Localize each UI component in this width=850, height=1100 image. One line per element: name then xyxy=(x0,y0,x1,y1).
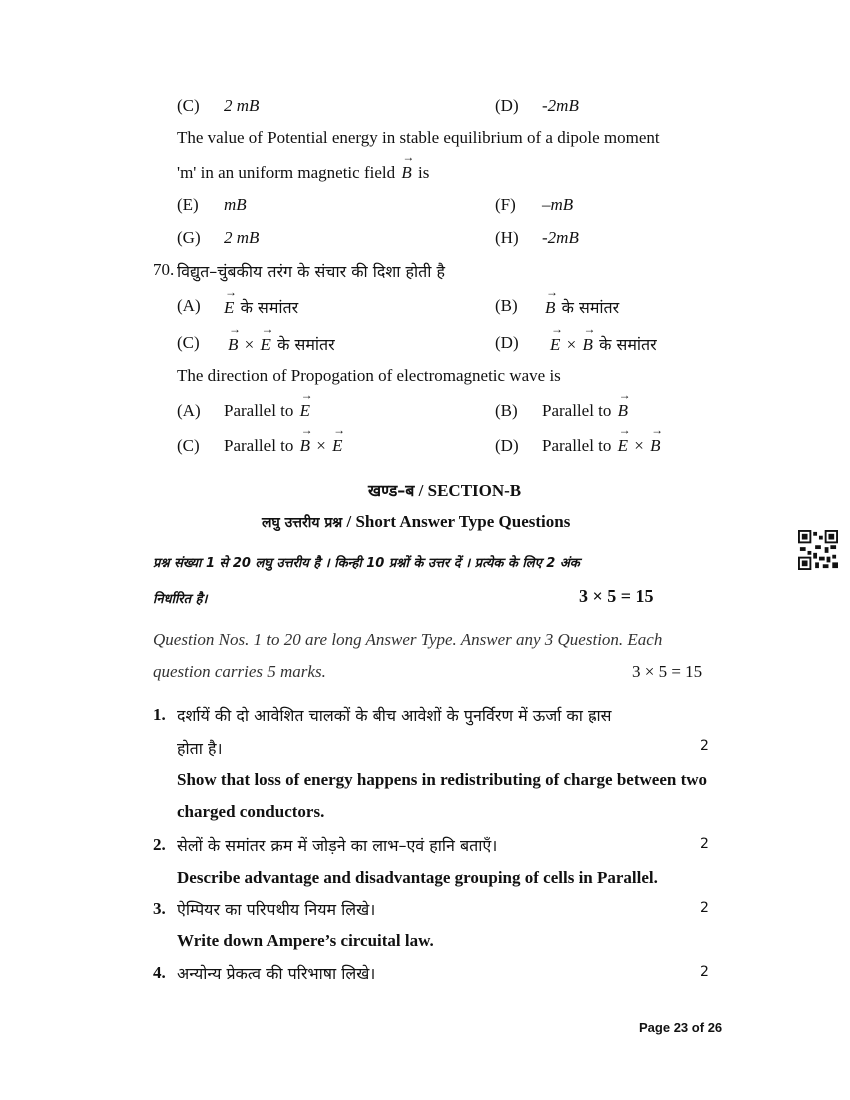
question-1-english-line1: Show that loss of energy happens in redistributing of charge between two xyxy=(177,770,708,789)
q70-hi-option-d-text: के समांतर xyxy=(599,335,657,354)
page-current: 23 xyxy=(673,1020,689,1035)
q70-hi-option-c-text: के समांतर xyxy=(277,335,335,354)
qr-code-icon xyxy=(798,530,838,570)
q70-hi-option-a-label: (A) xyxy=(177,296,201,315)
vector-e: → E xyxy=(548,335,562,355)
q70-en-option-d-text: Parallel to xyxy=(542,436,612,455)
section-title-sep: / xyxy=(418,481,424,500)
q70-en-option-d-label: (D) xyxy=(495,436,519,455)
vector-b: → B xyxy=(298,436,312,456)
vector-b: → B xyxy=(648,436,662,456)
q70-number: 70. xyxy=(153,260,175,279)
q70-hi-option-b-text: के समांतर xyxy=(561,298,620,317)
option-e-value: mB xyxy=(224,195,247,214)
instructions-hindi-line2: निर्धारित है। xyxy=(153,592,208,607)
option-f-value: –mB xyxy=(542,195,574,214)
question-number: 4. xyxy=(153,963,166,982)
vector-e: → E xyxy=(222,298,236,318)
cross-operator: × xyxy=(634,436,644,455)
question-number: 2. xyxy=(153,835,166,854)
section-subtitle-english: Short Answer Type Questions xyxy=(355,512,571,531)
q70-hi-option-a-text: के समांतर xyxy=(240,298,299,317)
q69-english-line2 xyxy=(177,163,429,183)
option-f-label: (F) xyxy=(495,195,516,214)
vector-b: → B xyxy=(580,335,594,355)
section-title xyxy=(368,479,521,501)
q70-hi-option-c xyxy=(226,333,335,355)
q70-hi-option-d-label: (D) xyxy=(495,333,519,352)
q70-hindi-text: विद्युत–चुंबकीय तरंग के संचार की दिशा होती है xyxy=(177,262,445,281)
section-subtitle-sep: / xyxy=(346,512,352,531)
q70-en-option-c xyxy=(224,436,345,456)
question-3-hindi: ऐम्पियर का परिपथीय नियम लिखे। xyxy=(177,900,376,919)
q70-hi-option-d xyxy=(548,333,657,355)
q70-hi-option-b-label: (B) xyxy=(495,296,518,315)
question-number: 1. xyxy=(153,705,166,724)
option-d-value: -2mB xyxy=(542,96,579,115)
option-h-value: -2mB xyxy=(542,228,579,247)
option-g-label: (G) xyxy=(177,228,201,247)
section-subtitle-hindi: लघु उत्तरीय प्रश्न xyxy=(262,515,343,531)
cross-operator: × xyxy=(244,335,255,354)
option-d-label: (D) xyxy=(495,96,519,115)
marks-hindi: 3 × 5 = 15 xyxy=(579,586,654,606)
question-number: 3. xyxy=(153,899,166,918)
option-g-value: 2 mB xyxy=(224,228,260,247)
instructions-english-line2: question carries 5 marks. xyxy=(153,662,326,681)
q70-hi-option-b xyxy=(543,296,619,318)
q70-en-option-a-text: Parallel to xyxy=(224,401,294,420)
q70-en-option-b-label: (B) xyxy=(495,401,518,420)
q70-en-option-b-text: Parallel to xyxy=(542,401,612,420)
option-h-label: (H) xyxy=(495,228,519,247)
vector-b: → B xyxy=(616,401,630,421)
question-3-english: Write down Ampere’s circuital law. xyxy=(177,931,434,950)
q70-en-option-c-text: Parallel to xyxy=(224,436,294,455)
page-prefix: Page xyxy=(639,1020,671,1035)
question-4-marks: 2 xyxy=(700,964,709,980)
page-of: of xyxy=(691,1020,705,1035)
vector-e: → E xyxy=(298,401,312,421)
q70-en-option-c-label: (C) xyxy=(177,436,200,455)
page-total: 26 xyxy=(707,1020,723,1035)
q70-english-text: The direction of Propogation of electromagnetic wave is xyxy=(177,366,561,385)
cross-operator: × xyxy=(566,335,577,354)
q69-line2-text: 'm' in an uniform magnetic field xyxy=(177,163,396,182)
question-2-marks: 2 xyxy=(700,836,709,852)
q70-en-option-a-label: (A) xyxy=(177,401,201,420)
q70-en-option-a xyxy=(224,401,312,421)
vector-e: → E xyxy=(616,436,630,456)
question-2-english: Describe advantage and disadvantage grouping of cells in Parallel. xyxy=(177,868,658,887)
question-1-english-line2: charged conductors. xyxy=(177,802,325,821)
section-subtitle xyxy=(262,512,570,532)
vector-b: → B xyxy=(399,163,413,183)
option-c-value: 2 mB xyxy=(224,96,260,115)
q69-english-line1: The value of Potential energy in stable equilibrium of a dipole moment xyxy=(177,128,660,147)
question-1-hindi-line2: होता है। xyxy=(177,739,223,758)
question-3-marks: 2 xyxy=(700,900,709,916)
q70-en-option-d xyxy=(542,436,663,456)
vector-b: → B xyxy=(543,298,557,318)
vector-b: → B xyxy=(226,335,240,355)
q70-hi-option-a xyxy=(222,296,298,318)
question-1-hindi-line1: दर्शायें की दो आवेशित चालकों के बीच आवेशों के पुनर्विरण में ऊर्जा का ह्रास xyxy=(177,706,612,725)
marks-english: 3 × 5 = 15 xyxy=(632,662,703,681)
question-2-hindi: सेलों के समांतर क्रम में जोड़ने का लाभ–एवं हानि बताएँ। xyxy=(177,836,498,855)
page-number xyxy=(639,1020,722,1035)
vector-e: → E xyxy=(330,436,344,456)
q69-line2-end: is xyxy=(418,163,430,182)
instructions-english-line1: Question Nos. 1 to 20 are long Answer Type. Answer any 3 Question. Each xyxy=(153,630,663,649)
question-1-marks: 2 xyxy=(700,738,709,754)
vector-e: → E xyxy=(258,335,272,355)
cross-operator: × xyxy=(316,436,326,455)
question-4-hindi: अन्योन्य प्रेकत्व की परिभाषा लिखे। xyxy=(177,964,376,983)
option-e-label: (E) xyxy=(177,195,199,214)
instructions-hindi-line1: प्रश्न संख्या 1 से 20 लघु उत्तरीय है । किन्ही 10 प्रश्नों के उत्तर दें । प्रत्येक के लिए 2 अंक xyxy=(153,556,580,571)
q70-hi-option-c-label: (C) xyxy=(177,333,200,352)
section-title-hindi: खण्ड–ब xyxy=(368,481,415,500)
section-title-english: SECTION-B xyxy=(427,481,522,500)
q70-en-option-b xyxy=(542,401,630,421)
option-c-label: (C) xyxy=(177,96,200,115)
